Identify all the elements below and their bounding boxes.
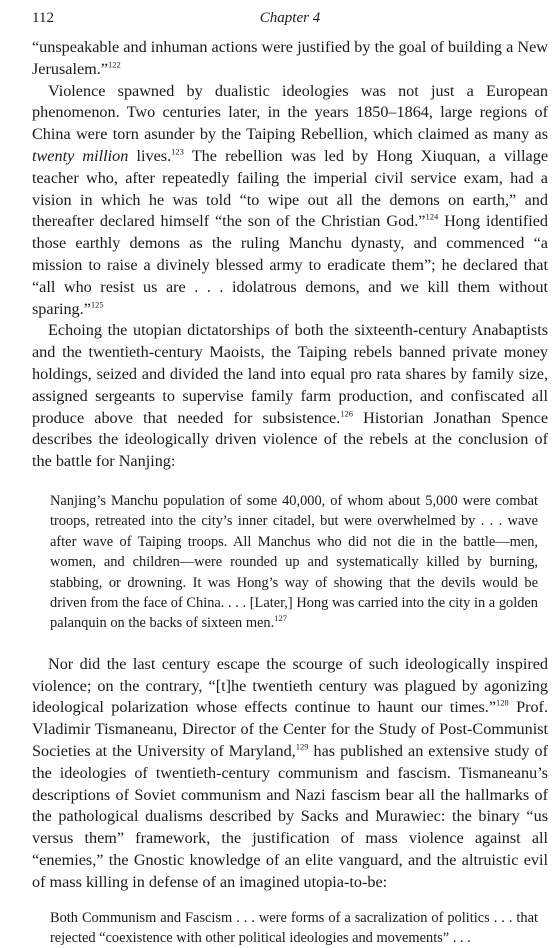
paragraph-utopian: Echoing the utopian dictatorships of both the sixteenth-century Anabaptists and the twentieth-century Maoists, the Taiping rebels banned private money holdings, seized and divided the land into equal pro rata shares by family size, assigned sergeants to supervise family farm production, and confiscated all produce above that needed for subsistence.$^{126}$ Historian Jonathan Spence describes the ideologically driven violence of the rebels at the conclusion of the battle for Nanjing: bbox=[32, 321, 549, 471]
footnote-ref: 122 bbox=[107, 59, 121, 70]
footnote-ref: 124 bbox=[425, 211, 439, 222]
block-quote-nanjing: Nanjing’s Manchu population of some 40,000, of whom about 5,000 were combat troops, retreated into the city’s inner citadel, but were overwhelmed by . . . wave after wave of Taiping troops. All Manchus who did not die in the battle—men, women, and children—were rounded up and systematically killed by burning, stabbing, or drowning. It was Hong’s way of showing that the devils would be driven from the face of China. . . . [Later,] Hong was carried into the city in a golden palanquin on the backs of sixteen men.$^{127}$ bbox=[50, 492, 538, 632]
page-number: 112 bbox=[32, 10, 54, 26]
paragraph-taiping: Violence spawned by dualistic ideologies was not just a European phenomenon. Two centuries later, in the years 1850–1864, large regions of China were torn asunder by the Taiping Rebellion, which claimed as many as twenty million lives.$^{123}$ The rebellion was led by Hong Xiuquan, a village teacher who, after repeatedly failing the imperial civil service exam, had a vision in which he was told “to wipe out all the demons on earth,” and thereafter declared himself “the son of the Christian God.”$^{124}$ Hong identified those earthly demons as the ruling Manchu dynasty, and commenced “a mission to raise a divinely blessed army to eradicate them”; he declared that “all who resist us are . . . idolatrous demons, and we kill them without sparing.”$^{125}$ bbox=[32, 81, 549, 318]
footnote-ref: 125 bbox=[90, 299, 104, 310]
footnote-ref: 126 bbox=[340, 408, 354, 419]
running-head: Chapter 4 bbox=[259, 10, 321, 26]
footnote-ref: 129 bbox=[295, 741, 309, 752]
footnote-ref: 123 bbox=[171, 146, 184, 157]
footnote-ref: 128 bbox=[496, 697, 509, 708]
block-quote-communism-fascism: Both Communism and Fascism . . . were forms of a sacralization of politics . . . that rejected “coexistence with other political ideologies and movements” . . . bbox=[50, 909, 538, 946]
footnote-ref: 127 bbox=[274, 613, 287, 624]
book-page bbox=[32, 10, 548, 948]
paragraph-continued: “unspeakable and inhuman actions were justified by the goal of building a New Jerusalem.”$^{122}$ bbox=[32, 38, 548, 78]
paragraph-twentieth-century: Nor did the last century escape the scourge of such ideologically inspired violence; on the contrary, “[t]he twentieth century was plagued by agonizing ideological polarization whose effects continue to haunt our times.”$^{128}$ Prof. Vladimir Tismaneanu, Director of the Center for the Study of Post-Communist Societies at the University of Maryland,$^{129}$ has published an extensive study of the ideologies of twentieth-century communism and fascism. Tismaneanu’s descriptions of Soviet communism and Nazi fascism bear all the hallmarks of the pathological dualisms described by Sacks and Murawiec: the binary “us versus them” framework, the justification of mass violence against all “enemies,” the Gnostic knowledge of an elite vanguard, and the altruistic evil of mass killing in defense of an imagined utopia-to-be: bbox=[32, 654, 549, 891]
page-header bbox=[32, 10, 548, 32]
body-text bbox=[32, 37, 548, 948]
